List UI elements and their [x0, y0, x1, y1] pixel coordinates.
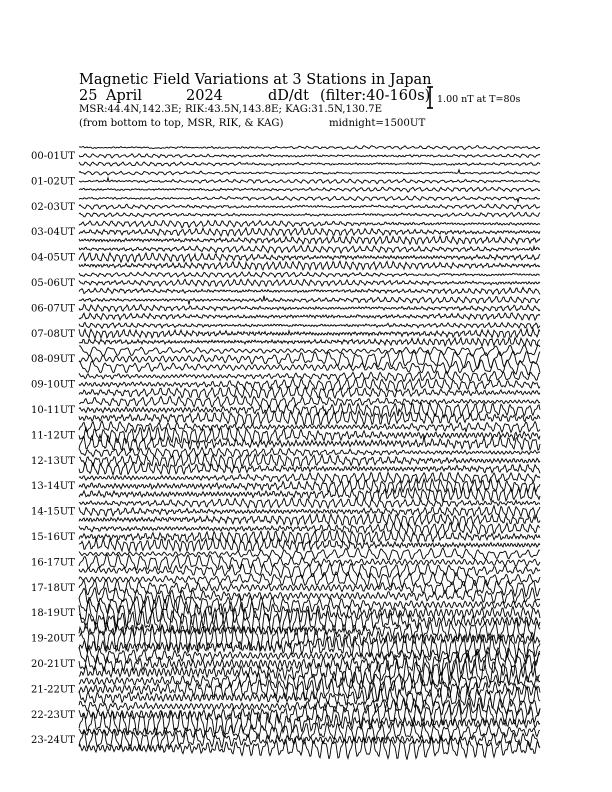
- trace-17-18UT-KAG: [79, 572, 540, 587]
- hour-label-02-03UT: 02-03UT: [31, 201, 75, 213]
- trace-03-04UT-RIK: [79, 228, 540, 236]
- trace-14-15UT-KAG: [79, 498, 540, 508]
- date-month: April: [106, 88, 142, 104]
- trace-14-15UT-MSR: [79, 514, 540, 528]
- hour-label-20-21UT: 20-21UT: [31, 659, 75, 670]
- trace-05-06UT-MSR: [79, 288, 540, 295]
- chart-title: Magnetic Field Variations at 3 Stations in Japan: [79, 72, 432, 88]
- trace-01-02UT-MSR: [79, 187, 540, 192]
- hour-label-11-12UT: 11-12UT: [31, 430, 75, 442]
- trace-02-03UT-MSR: [79, 212, 540, 217]
- hour-label-04-05UT: 04-05UT: [31, 252, 75, 264]
- trace-04-05UT-RIK: [79, 253, 540, 262]
- trace-17-18UT-RIK: [79, 580, 540, 597]
- hour-label-05-06UT: 05-06UT: [31, 278, 75, 289]
- hour-label-06-07UT: 06-07UT: [31, 303, 75, 315]
- trace-01-02UT-RIK: [79, 178, 540, 184]
- trace-05-06UT-KAG: [79, 272, 540, 277]
- trace-13-14UT-KAG: [79, 472, 540, 483]
- hour-label-19-20UT: 19-20UT: [31, 633, 75, 645]
- hour-label-16-17UT: 16-17UT: [31, 557, 75, 569]
- trace-16-17UT-RIK: [79, 554, 540, 570]
- hour-label-15-16UT: 15-16UT: [31, 532, 75, 543]
- hour-label-01-02UT: 01-02UT: [31, 176, 75, 188]
- hour-label-13-14UT: 13-14UT: [31, 481, 75, 493]
- scale-bar-label: 1.00 nT at T=80s: [437, 94, 521, 105]
- trace-10-11UT-KAG: [79, 396, 540, 407]
- station-order-note: (from bottom to top, MSR, RIK, & KAG): [79, 118, 284, 129]
- hour-label-23-24UT: 23-24UT: [31, 735, 75, 747]
- trace-11-12UT-RIK: [79, 427, 540, 443]
- trace-00-01UT-MSR: [79, 162, 540, 166]
- hour-label-17-18UT: 17-18UT: [31, 582, 75, 594]
- trace-12-13UT-RIK: [79, 454, 540, 468]
- date-year: 2024: [186, 88, 223, 104]
- hour-label-03-04UT: 03-04UT: [31, 227, 75, 239]
- trace-07-08UT-KAG: [79, 322, 540, 328]
- trace-03-04UT-MSR: [79, 236, 540, 244]
- trace-20-21UT-RIK: [79, 651, 540, 677]
- trace-16-17UT-MSR: [79, 563, 540, 578]
- trace-12-13UT-KAG: [79, 448, 540, 457]
- trace-09-10UT-KAG: [79, 371, 540, 381]
- trace-05-06UT-RIK: [79, 279, 540, 286]
- trace-06-07UT-RIK: [79, 304, 540, 311]
- trace-07-08UT-MSR: [79, 338, 540, 346]
- trace-09-10UT-MSR: [79, 387, 540, 398]
- filter-label: (filter:40-160s): [320, 88, 431, 104]
- trace-00-01UT-KAG: [79, 146, 540, 150]
- hour-label-08-09UT: 08-09UT: [31, 354, 75, 366]
- date-day: 25: [79, 88, 98, 104]
- trace-02-03UT-RIK: [79, 204, 540, 209]
- trace-00-01UT-RIK: [79, 154, 540, 158]
- trace-08-09UT-KAG: [79, 345, 540, 356]
- midnight-note: midnight=1500UT: [329, 118, 426, 129]
- hour-label-22-23UT: 22-23UT: [31, 709, 75, 721]
- trace-16-17UT-KAG: [79, 548, 540, 560]
- trace-02-03UT-KAG: [79, 196, 540, 202]
- trace-04-05UT-KAG: [79, 245, 540, 253]
- trace-15-16UT-KAG: [79, 523, 540, 535]
- hour-label-12-13UT: 12-13UT: [31, 455, 75, 467]
- hour-label-07-08UT: 07-08UT: [31, 328, 75, 340]
- trace-01-02UT-KAG: [79, 170, 540, 175]
- hour-label-10-11UT: 10-11UT: [31, 405, 75, 416]
- trace-06-07UT-MSR: [79, 313, 540, 320]
- hour-label-21-22UT: 21-22UT: [31, 684, 75, 696]
- trace-04-05UT-MSR: [79, 261, 540, 270]
- station-coordinates: MSR:44.4N,142.3E; RIK:43.5N,143.8E; KAG:31.5N,130.7E: [79, 104, 383, 115]
- trace-23-24UT-RIK: [79, 729, 540, 749]
- hour-label-18-19UT: 18-19UT: [31, 608, 75, 620]
- hour-label-09-10UT: 09-10UT: [31, 379, 75, 391]
- hour-label-00-01UT: 00-01UT: [31, 151, 75, 162]
- trace-03-04UT-KAG: [79, 221, 540, 228]
- trace-06-07UT-KAG: [79, 296, 540, 305]
- quantity-label: dD/dt: [268, 88, 309, 104]
- trace-07-08UT-RIK: [79, 329, 540, 339]
- hour-label-14-15UT: 14-15UT: [31, 506, 75, 518]
